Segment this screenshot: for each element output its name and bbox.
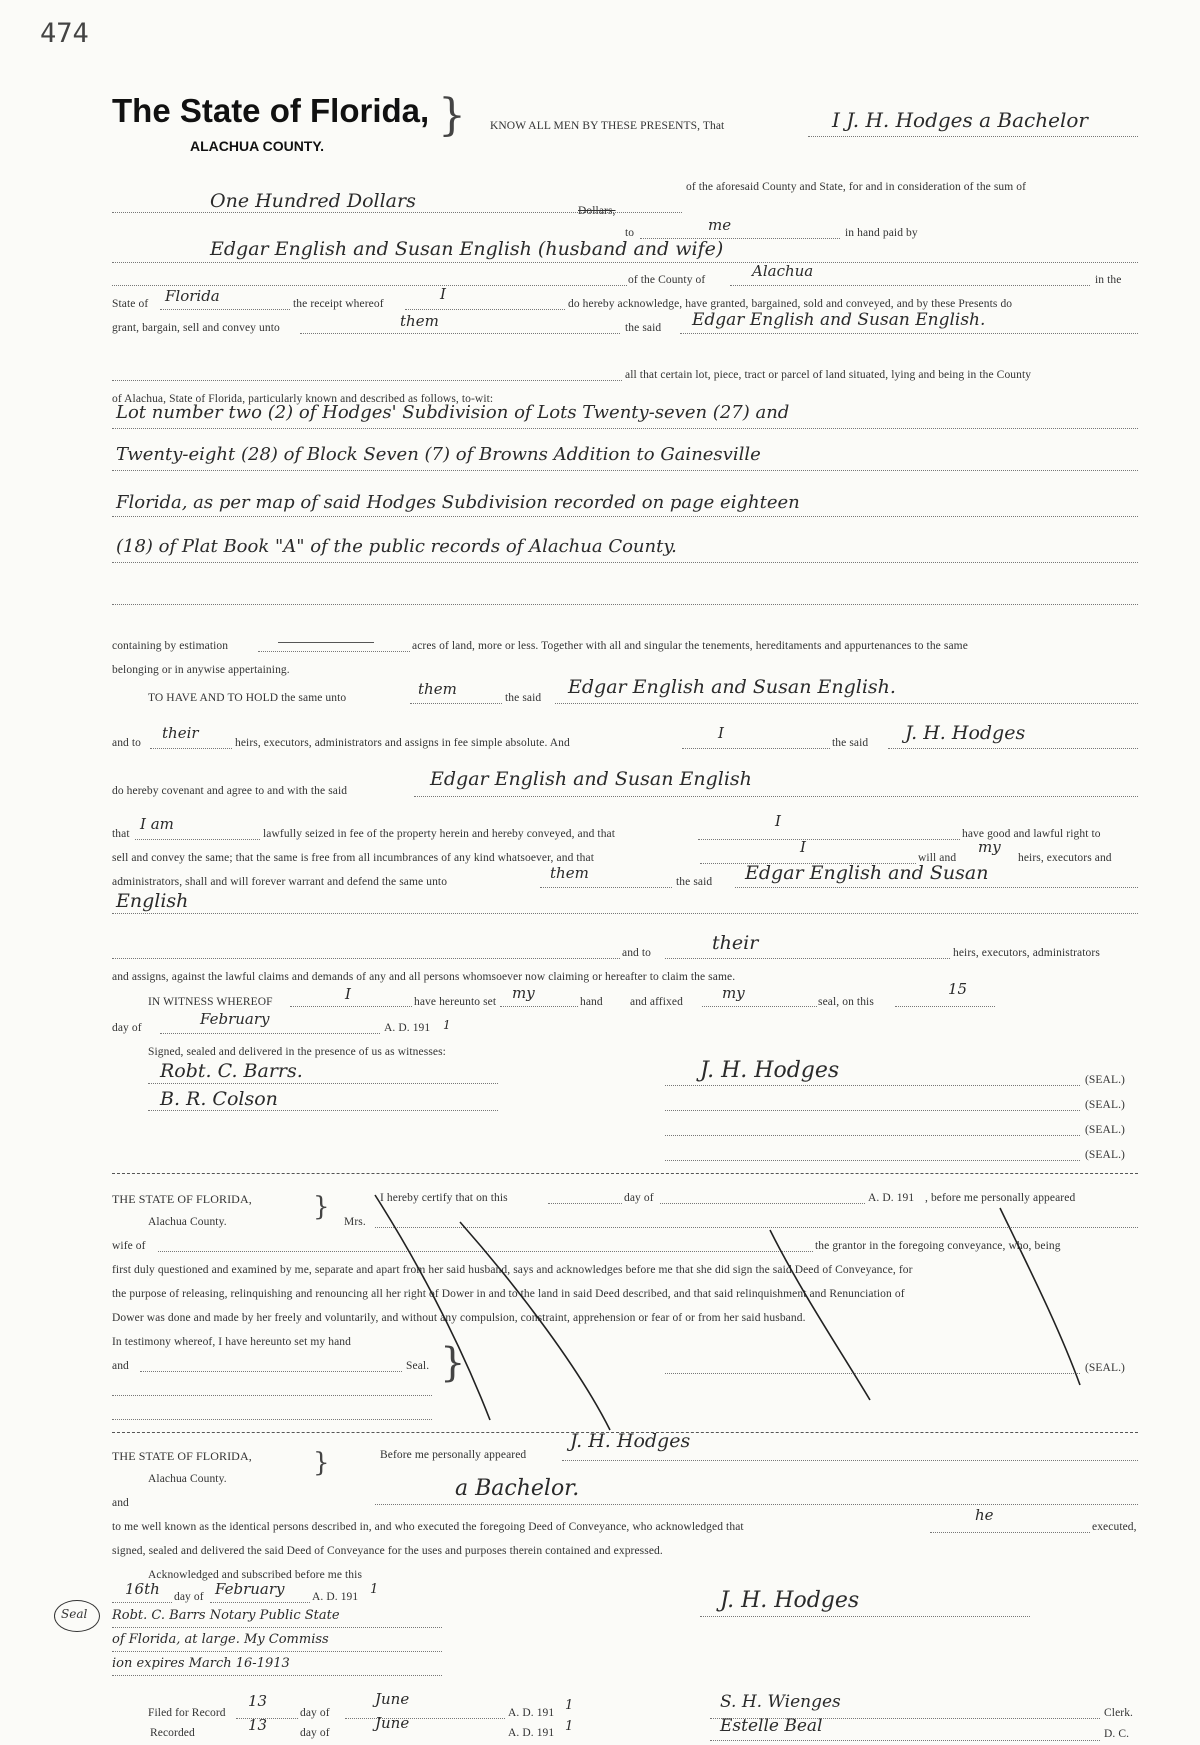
belonging-text: belonging or in anywise appertaining. xyxy=(112,664,290,676)
ack-well-line xyxy=(930,1532,1090,1533)
month-handwriting: February xyxy=(200,1010,270,1028)
ack-well-known: to me well known as the identical persons described in, and who executed the foregoing Deed of Conveyance, who acknowledged that xyxy=(112,1521,744,1533)
day-handwriting: 15 xyxy=(948,980,968,998)
of-county-of: of the County of xyxy=(628,274,706,286)
state-of-label: State of xyxy=(112,298,149,310)
know-all-men: KNOW ALL MEN BY THESE PRESENTS, That xyxy=(490,120,725,132)
to-handwriting: me xyxy=(708,216,732,234)
and-to-handwriting: their xyxy=(712,932,759,954)
description-line-3: Florida, as per map of said Hodges Subdivision recorded on page eighteen xyxy=(116,492,800,513)
the-said-2: the said xyxy=(505,692,542,704)
covenant-text: do hereby covenant and agree to and with the said xyxy=(112,785,348,797)
ack-day-line xyxy=(112,1602,172,1603)
acknowledge-text: do hereby acknowledge, have granted, bargained, sold and conveyed, and by these Presents do xyxy=(568,298,1013,310)
notary-line-1: Robt. C. Barrs Notary Public State xyxy=(112,1608,340,1623)
dower-state: THE STATE OF FLORIDA, xyxy=(112,1192,252,1206)
sell-handwriting: I xyxy=(800,838,806,856)
ack-signature-line xyxy=(700,1616,1030,1617)
defend-handwriting: them xyxy=(550,864,589,882)
filed-ad: A. D. 191 xyxy=(508,1707,555,1719)
have-unto-handwriting: them xyxy=(418,680,457,698)
and-to-label: and to xyxy=(112,737,142,749)
ack-state: THE STATE OF FLORIDA, xyxy=(112,1449,252,1463)
ack-signature-handwriting: J. H. Hodges xyxy=(720,1588,860,1613)
ack-and: and xyxy=(112,1497,129,1509)
county-handwriting: Alachua xyxy=(752,262,814,280)
grant-bargain: grant, bargain, sell and convey unto xyxy=(112,322,280,334)
recorded-month-handwriting: June xyxy=(375,1714,410,1732)
receipt-whereof: the receipt whereof xyxy=(293,298,384,310)
day-of-label: day of xyxy=(112,1022,142,1034)
strike-3 xyxy=(770,1230,870,1400)
dc-handwriting: Estelle Beal xyxy=(720,1716,823,1736)
dower-mrs: Mrs. xyxy=(344,1216,366,1228)
and-to-2: and to xyxy=(622,947,652,959)
ack-month-line xyxy=(210,1602,310,1603)
the-said-1: the said xyxy=(625,322,662,334)
witness-handwriting: I xyxy=(345,985,351,1003)
ack-ad: A. D. 191 xyxy=(312,1591,359,1603)
ack-before: Before me personally appeared xyxy=(380,1449,527,1461)
filed-month-handwriting: June xyxy=(375,1690,410,1708)
dower-grantor: the grantor in the foregoing conveyance, who, being xyxy=(815,1240,1061,1252)
notary-seal-text: Seal xyxy=(61,1607,88,1621)
description-line-4: (18) of Plat Book "A" of the public records of Alachua County. xyxy=(116,536,677,557)
dower-county: Alachua County. xyxy=(148,1216,227,1228)
dower-line-3: Dower was done and made by her freely and voluntarily, and without any compulsion, constraint, apprehension or fear of or from her said husband. xyxy=(112,1312,806,1324)
that-label: that xyxy=(112,828,130,840)
filed-year-handwriting: 1 xyxy=(565,1698,574,1713)
of-alachua: of Alachua, State of Florida, particularly known and described as follows, to-wit: xyxy=(112,393,494,405)
recorded-ad: A. D. 191 xyxy=(508,1727,555,1739)
ack-signed-sealed: signed, sealed and delivered the said Deed of Conveyance for the uses and purposes therein contained and expressed. xyxy=(112,1545,663,1557)
in-the: in the xyxy=(1095,274,1122,286)
seal-3: (SEAL.) xyxy=(1085,1124,1125,1136)
recorded-day-of: day of xyxy=(300,1727,330,1739)
ack-executed: executed, xyxy=(1092,1521,1137,1533)
ack-day-handwriting: 16th xyxy=(125,1580,160,1598)
have-names-handwriting: Edgar English and Susan English. xyxy=(568,676,896,698)
grantees-handwriting: Edgar English and Susan English. xyxy=(692,310,986,330)
heirs-handwriting: their xyxy=(162,724,199,742)
notary-line-2: of Florida, at large. My Commiss xyxy=(112,1632,329,1647)
will-handwriting: my xyxy=(978,838,1001,856)
strike-2 xyxy=(460,1222,610,1430)
ack-bachelor-line xyxy=(375,1504,1138,1505)
payers-handwriting: Edgar English and Susan English (husband and wife) xyxy=(210,238,724,260)
state-handwriting: Florida xyxy=(165,287,220,305)
filed-day-of: day of xyxy=(300,1707,330,1719)
and-affixed: and affixed xyxy=(630,996,683,1008)
ack-month-handwriting: February xyxy=(215,1580,285,1598)
county-title: ALACHUA COUNTY. xyxy=(190,138,325,154)
defend-names-handwriting: Edgar English and Susan xyxy=(745,862,989,884)
dc-line xyxy=(710,1740,1100,1741)
ack-bachelor-handwriting: a Bachelor. xyxy=(455,1476,580,1501)
ack-before-line xyxy=(562,1460,1138,1461)
header-brace: } xyxy=(438,90,466,141)
and-handwriting: I xyxy=(718,724,724,742)
notary-seal-stamp xyxy=(54,1600,100,1632)
page-number: 474 xyxy=(40,18,89,49)
notary-rule-3 xyxy=(112,1675,442,1676)
dower-certify: I hereby certify that on this xyxy=(380,1192,508,1204)
affixed-handwriting: my xyxy=(722,984,745,1002)
dower-seal-brace: } xyxy=(440,1340,466,1386)
ack-day-of: day of xyxy=(174,1591,204,1603)
notary-rule-2 xyxy=(112,1651,442,1652)
dower-brace: } xyxy=(313,1192,330,1222)
ack-county: Alachua County. xyxy=(148,1473,227,1485)
witness-2-handwriting: B. R. Colson xyxy=(160,1088,278,1110)
signed-sealed: Signed, sealed and delivered in the presence of us as witnesses: xyxy=(148,1046,446,1058)
dower-line-1: first duly questioned and examined by me, separate and apart from her said husband, says and acknowledges before me that she did sign the said Deed of Conveyance, for xyxy=(112,1264,913,1276)
dower-wife-of: wife of xyxy=(112,1240,146,1252)
dower-and: and xyxy=(112,1360,129,1372)
heirs-exec2: heirs, executors and xyxy=(1018,852,1112,864)
in-hand-paid: in hand paid by xyxy=(845,227,918,239)
ack-acknowledged: Acknowledged and subscribed before me this xyxy=(148,1569,363,1581)
filed-day-handwriting: 13 xyxy=(248,1692,268,1710)
and-assigns: and assigns, against the lawful claims and demands of any and all persons whomsoever now claiming or hereafter to claim the same. xyxy=(112,971,736,983)
administrators-text: administrators, shall and will forever warrant and defend the same unto xyxy=(112,876,448,888)
clerk-label: Clerk. xyxy=(1104,1707,1134,1719)
notary-line-3: ion expires March 16-1913 xyxy=(112,1656,290,1671)
filed-month-line xyxy=(345,1718,505,1719)
set-handwriting: my xyxy=(512,984,535,1002)
sum-handwriting: One Hundred Dollars xyxy=(210,190,416,212)
dower-seal: (SEAL.) xyxy=(1085,1362,1125,1374)
signature-handwriting: J. H. Hodges xyxy=(700,1058,840,1083)
description-line-1: Lot number two (2) of Hodges' Subdivision of Lots Twenty-seven (27) and xyxy=(116,402,790,423)
said-handwriting: J. H. Hodges xyxy=(905,722,1026,744)
dower-before-me: , before me personally appeared xyxy=(925,1192,1076,1204)
ack-well-handwriting: he xyxy=(975,1506,994,1524)
recorded-year-handwriting: 1 xyxy=(565,1719,574,1734)
seal-on-this: seal, on this xyxy=(818,996,874,1008)
state-title: The State of Florida, xyxy=(112,92,430,129)
the-said-4: the said xyxy=(676,876,713,888)
have-hereunto: have hereunto set xyxy=(414,996,497,1008)
ack-brace: } xyxy=(313,1448,330,1478)
that-handwriting: I am xyxy=(140,815,174,833)
dower-ad: A. D. 191 xyxy=(868,1192,915,1204)
recorded-label: Recorded xyxy=(150,1727,195,1739)
filed-for-record: Filed for Record xyxy=(148,1707,226,1719)
dower-testimony: In testimony whereof, I have hereunto set my hand xyxy=(112,1336,351,1348)
heirs-exec: heirs, executors, administrators and assigns in fee simple absolute. And xyxy=(235,737,570,749)
year-handwriting: 1 xyxy=(443,1018,451,1032)
containing-label: containing by estimation xyxy=(112,640,229,652)
seal-2: (SEAL.) xyxy=(1085,1099,1125,1111)
seal-4: (SEAL.) xyxy=(1085,1149,1125,1161)
dollars-label: Dollars, xyxy=(578,205,616,217)
description-line-2: Twenty-eight (28) of Block Seven (7) of Browns Addition to Gainesville xyxy=(116,444,761,465)
receipt-handwriting: I xyxy=(440,285,446,303)
lawfully-seized: lawfully seized in fee of the property herein and hereby conveyed, and that xyxy=(263,828,616,840)
the-said-3: the said xyxy=(832,737,869,749)
dower-line-2: the purpose of releasing, relinquishing and renouncing all her right of Dower in and to the land in said Deed described, and that said relinquishment and Renunciation of xyxy=(112,1288,905,1300)
dower-day-of: day of xyxy=(624,1192,654,1204)
covenant-handwriting: Edgar English and Susan English xyxy=(430,768,752,790)
sell-convey: sell and convey the same; that the same is free from all incumbrances of any kind whatsoever, and that xyxy=(112,852,595,864)
to-label: to xyxy=(625,227,635,239)
good-right: have good and lawful right to xyxy=(962,828,1101,840)
lawful-handwriting: I xyxy=(775,812,781,830)
to-have: TO HAVE AND TO HOLD the same unto xyxy=(148,692,347,704)
ad-label: A. D. 191 xyxy=(384,1022,431,1034)
heirs-exec3: heirs, executors, administrators xyxy=(953,947,1100,959)
ack-year-handwriting: 1 xyxy=(370,1582,379,1597)
recorded-day-handwriting: 13 xyxy=(248,1716,268,1734)
witness-1-handwriting: Robt. C. Barrs. xyxy=(160,1060,303,1082)
dower-seal-word: Seal. xyxy=(406,1360,430,1372)
acres-text: acres of land, more or less. Together with all and singular the tenements, hereditaments and appurtenances to the same xyxy=(412,640,968,652)
of-aforesaid: of the aforesaid County and State, for and in consideration of the sum of xyxy=(686,181,1027,193)
ack-before-handwriting: J. H. Hodges xyxy=(570,1430,691,1452)
english-handwriting: English xyxy=(116,890,189,912)
in-witness: IN WITNESS WHEREOF xyxy=(148,996,273,1008)
grantor-handwriting: I J. H. Hodges a Bachelor xyxy=(832,108,1088,132)
strike-1 xyxy=(375,1195,490,1420)
seal-1: (SEAL.) xyxy=(1085,1074,1125,1086)
will-and: will and xyxy=(918,852,957,864)
clerk-handwriting: S. H. Wienges xyxy=(720,1692,841,1712)
dc-label: D. C. xyxy=(1104,1728,1130,1740)
hand-label: hand xyxy=(580,996,603,1008)
strike-4 xyxy=(1000,1208,1080,1385)
all-certain-lot: all that certain lot, piece, tract or parcel of land situated, lying and being in the County xyxy=(625,369,1032,381)
notary-rule-1 xyxy=(112,1627,442,1628)
unto-handwriting: them xyxy=(400,312,439,330)
